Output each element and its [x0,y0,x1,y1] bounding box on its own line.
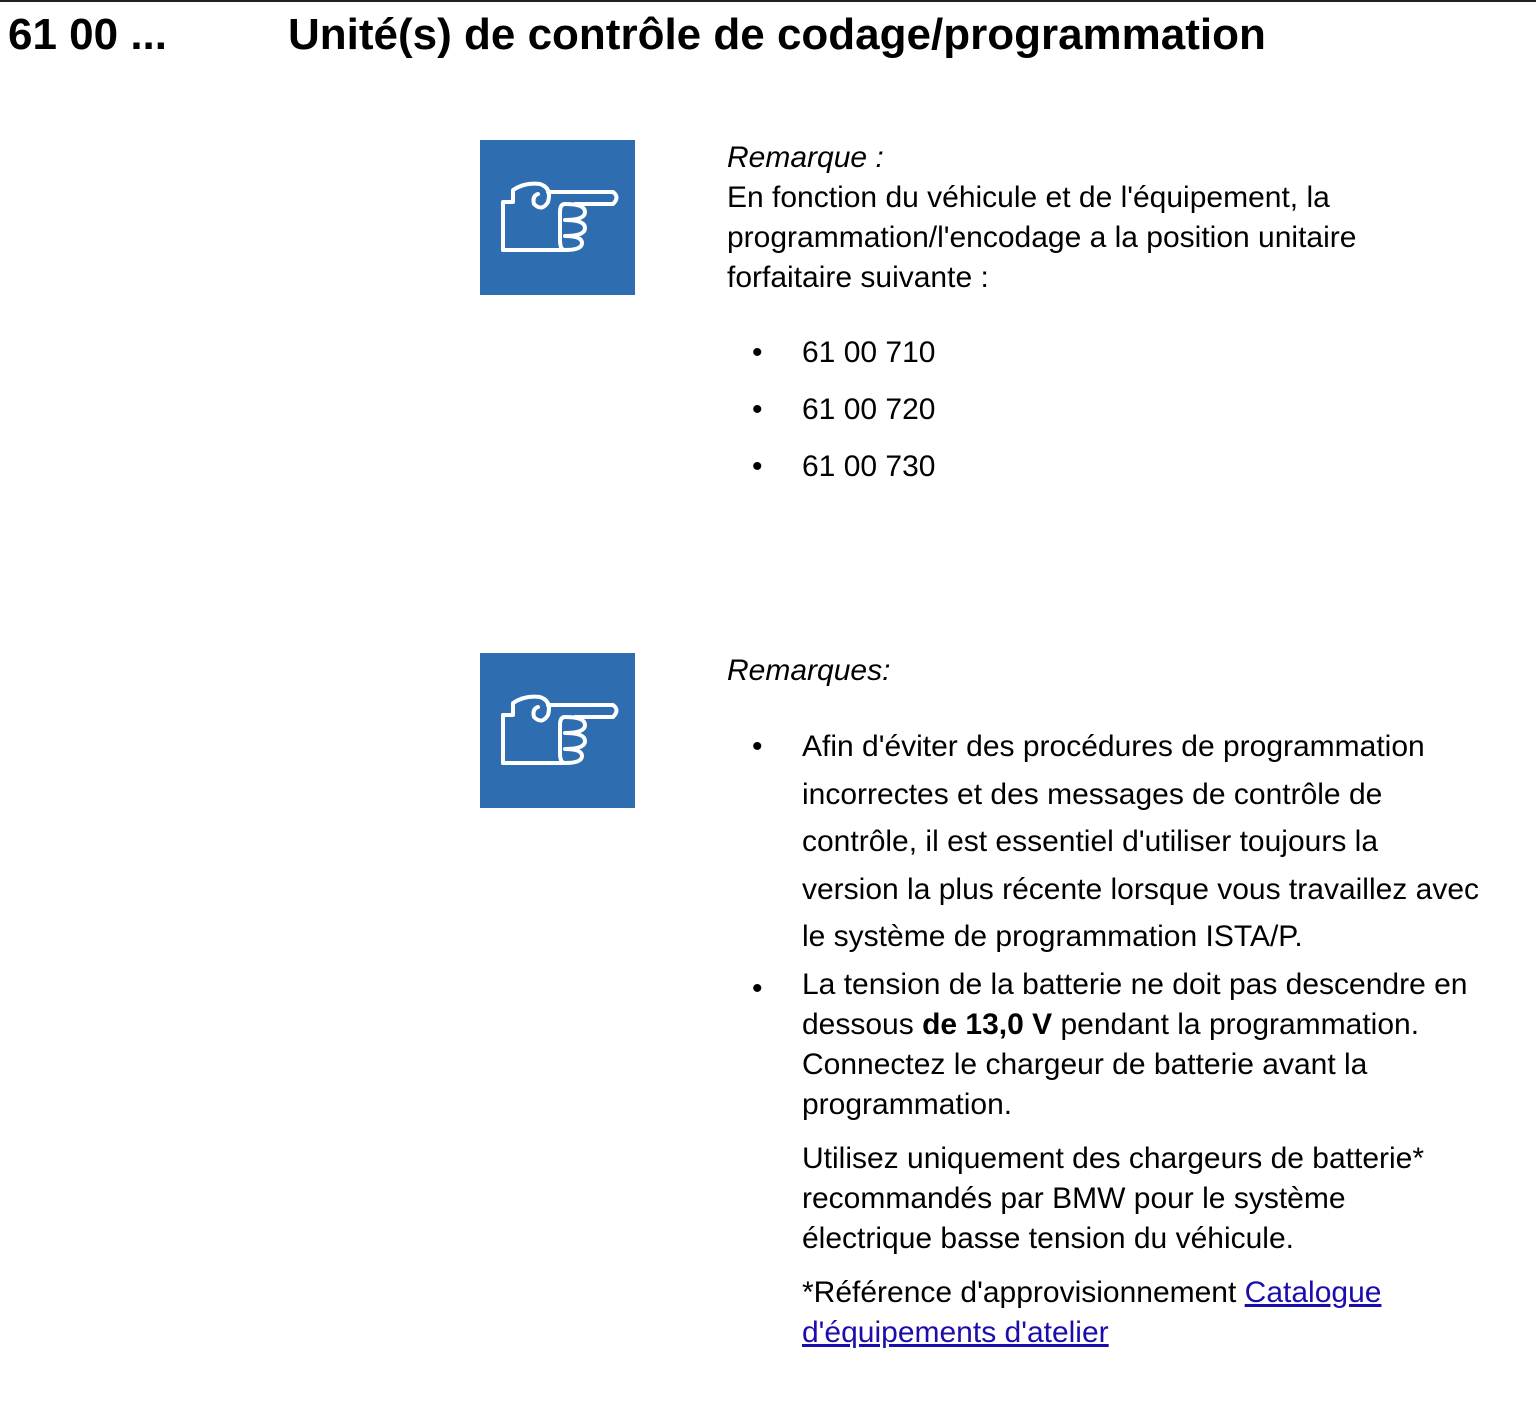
charger-paragraph: Utilisez uniquement des chargeurs de batterie* recommandés par BMW pour le système électrique basse tension du véhicule. [802,1141,1425,1255]
remarks-list [727,723,1527,1353]
list-item: • Afin d'éviter des procédures de programmation incorrectes et des messages de contrôle de contrôle, il est essentiel d'utiliser toujours la version la plus récente lorsque vous travaillez avec le système de programmation ISTA/P. [752,730,1480,953]
list-item: • 61 00 730 [752,450,936,483]
note-remarque [727,138,1447,495]
top-divider [0,0,1536,2]
list-item: • La tension de la batterie ne doit pas descendre en dessous de 13,0 V pendant la programmation. Connectez le chargeur de batterie avant la programmation. Utilisez uniquement des chargeurs de batterie* recommandés par BMW pour le système électrique basse tension du véhicule. *Référence d'approvisionnement Catalogue d'équipements d'atelier [727,965,1527,1353]
voltage-value: de 13,0 V [922,1007,1053,1041]
reference-text: *Référence d'approvisionnement [802,1275,1245,1309]
position-code: 61 00 710 [802,336,936,369]
position-list [727,324,1447,495]
note-heading: Remarques: [727,654,891,687]
workshop-catalogue-link[interactable]: Catalogue d'équipements d'atelier [802,1275,1382,1349]
remark-text-part: pendant la programmation. Connectez le chargeur de batterie avant la programmation. [802,1007,1420,1121]
list-item: • 61 00 710 [752,336,936,369]
note-text: En fonction du véhicule et de l'équipement, la programmation/l'encodage a la position unitaire forfaitaire suivante : [727,181,1357,294]
position-code: 61 00 720 [802,393,936,426]
position-code: 61 00 730 [802,450,936,483]
note-remarques [727,651,1527,1353]
pointing-hand-icon [480,653,635,808]
remark-text: Afin d'éviter des procédures de programmation incorrectes et des messages de contrôle de contrôle, il est essentiel d'utiliser toujours la version la plus récente lorsque vous travaillez avec le système de programmation ISTA/P. [802,730,1480,953]
page-title: Unité(s) de contrôle de codage/programmation [288,10,1266,59]
reference-paragraph [802,1273,1482,1353]
list-item: • 61 00 720 [752,393,936,426]
remark-text-part: La tension de la batterie ne doit pas descendre en dessous [802,967,1468,1041]
remark-text [802,968,1467,1121]
note-heading: Remarque : [727,141,884,174]
pointing-hand-icon [480,140,635,295]
section-code: 61 00 ... [8,10,168,59]
